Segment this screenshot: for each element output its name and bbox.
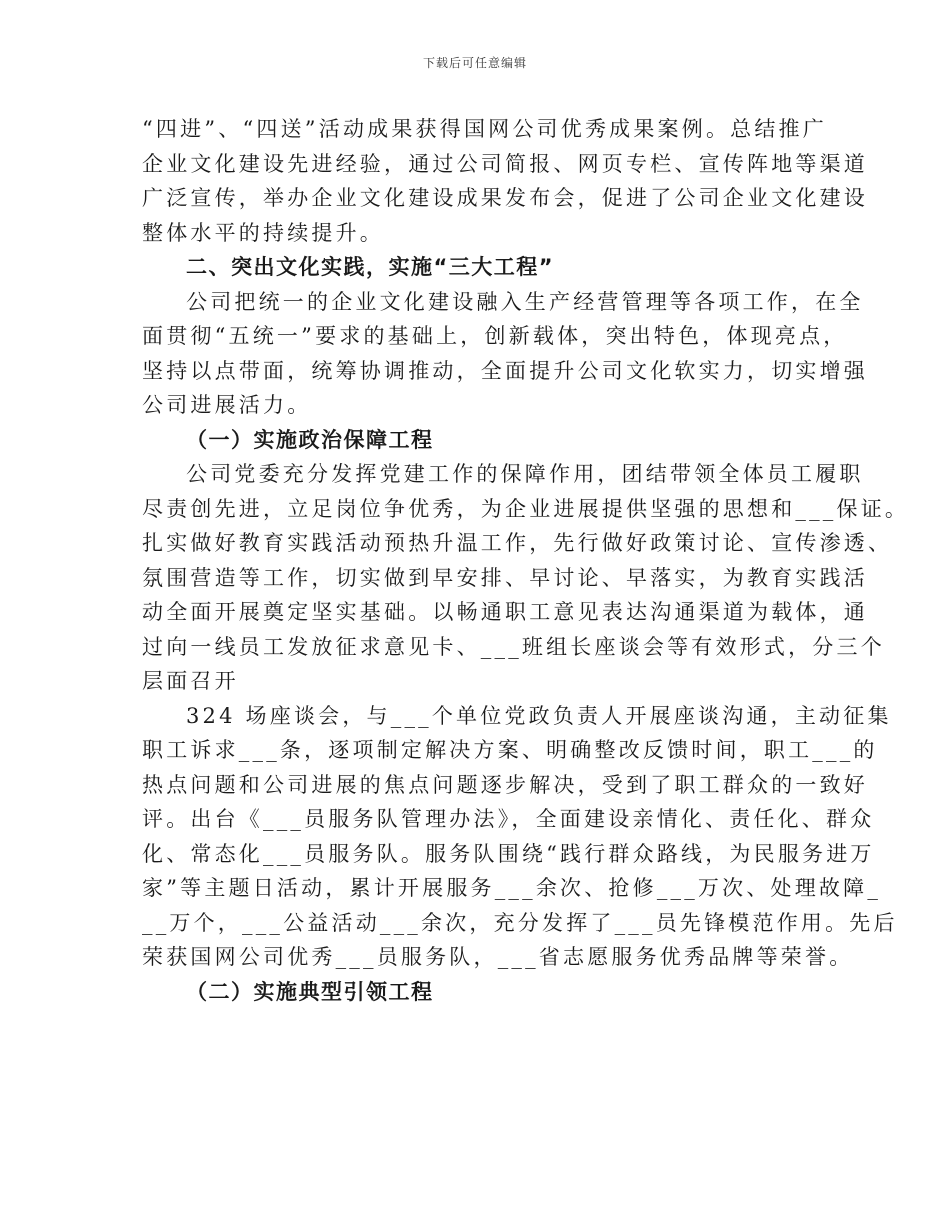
text-line: 企业文化建设先进经验，通过公司简报、网页专栏、宣传阵地等渠道 <box>142 151 868 176</box>
text-line: 化、常态化___员服务队。服务队围绕“践行群众路线，为民服务进万 <box>142 841 875 866</box>
text-line: 氛围营造等工作，切实做到早安排、早讨论、早落实，为教育实践活 <box>142 565 868 590</box>
text-line: 评。出台《___员服务队管理办法》，全面建设亲情化、责任化、群众 <box>142 807 875 831</box>
subsection-heading-1: （一）实施政治保障工程 <box>186 427 434 452</box>
text-line: 职工诉求___条，逐项制定解决方案、明确整改反馈时间，职工___的 <box>142 738 878 762</box>
text-line: 扎实做好教育实践活动预热升温工作，先行做好政策讨论、宣传渗透、 <box>142 531 893 555</box>
page-header: 下载后可任意编辑 <box>422 56 527 70</box>
text-line: “四进”、“四送”活动成果获得国网公司优秀成果案例。总结推广 <box>142 117 827 141</box>
text-line: 热点问题和公司进展的焦点问题逐步解决，受到了职工群众的一致好 <box>142 772 868 797</box>
text-line: 家”等主题日活动，累计开展服务___余次、抢修___万次、处理故障_ <box>142 876 882 900</box>
document-body <box>142 112 910 1009</box>
subsection-heading-2: （二）实施典型引领工程 <box>186 979 434 1004</box>
paragraph-3 <box>142 457 910 699</box>
text-line: 公司把统一的企业文化建设融入生产经营管理等各项工作，在全 <box>186 289 864 314</box>
text-line: 整体水平的持续提升。 <box>142 220 384 245</box>
paragraph-1 <box>142 112 868 250</box>
text-line: __万个，___公益活动___余次，充分发挥了___员先锋模范作用。先后 <box>142 910 898 935</box>
text-line: 层面召开 <box>142 669 239 693</box>
text-line: 尽责创先进，立足岗位争优秀，为企业进展提供坚强的思想和___保证。 <box>142 496 910 521</box>
paragraph-4 <box>142 699 898 975</box>
text-line: 公司党委充分发挥党建工作的保障作用，团结带领全体员工履职 <box>186 462 864 486</box>
text-line: 坚持以点带面，统筹协调推动，全面提升公司文化软实力，切实增强 <box>142 358 868 383</box>
text-line: 324 场座谈会，与___个单位党政负责人开展座谈沟通，主动征集 <box>186 703 892 728</box>
text-line: 广泛宣传，举办企业文化建设成果发布会，促进了公司企业文化建设 <box>142 186 868 210</box>
text-line: 公司进展活力。 <box>142 393 312 417</box>
text-line: 过向一线员工发放征求意见卡、___班组长座谈会等有效形式，分三个 <box>142 634 885 659</box>
text-line: 动全面开展奠定坚实基础。以畅通职工意见表达沟通渠道为载体，通 <box>142 600 868 624</box>
text-line: 面贯彻“五统一”要求的基础上，创新载体，突出特色，体现亮点， <box>142 324 848 348</box>
text-line: 荣获国网公司优秀___员服务队，___省志愿服务优秀品牌等荣誉。 <box>142 945 854 969</box>
paragraph-2 <box>142 285 868 423</box>
section-heading-2: 二、突出文化实践，实施“三大工程” <box>186 255 555 279</box>
